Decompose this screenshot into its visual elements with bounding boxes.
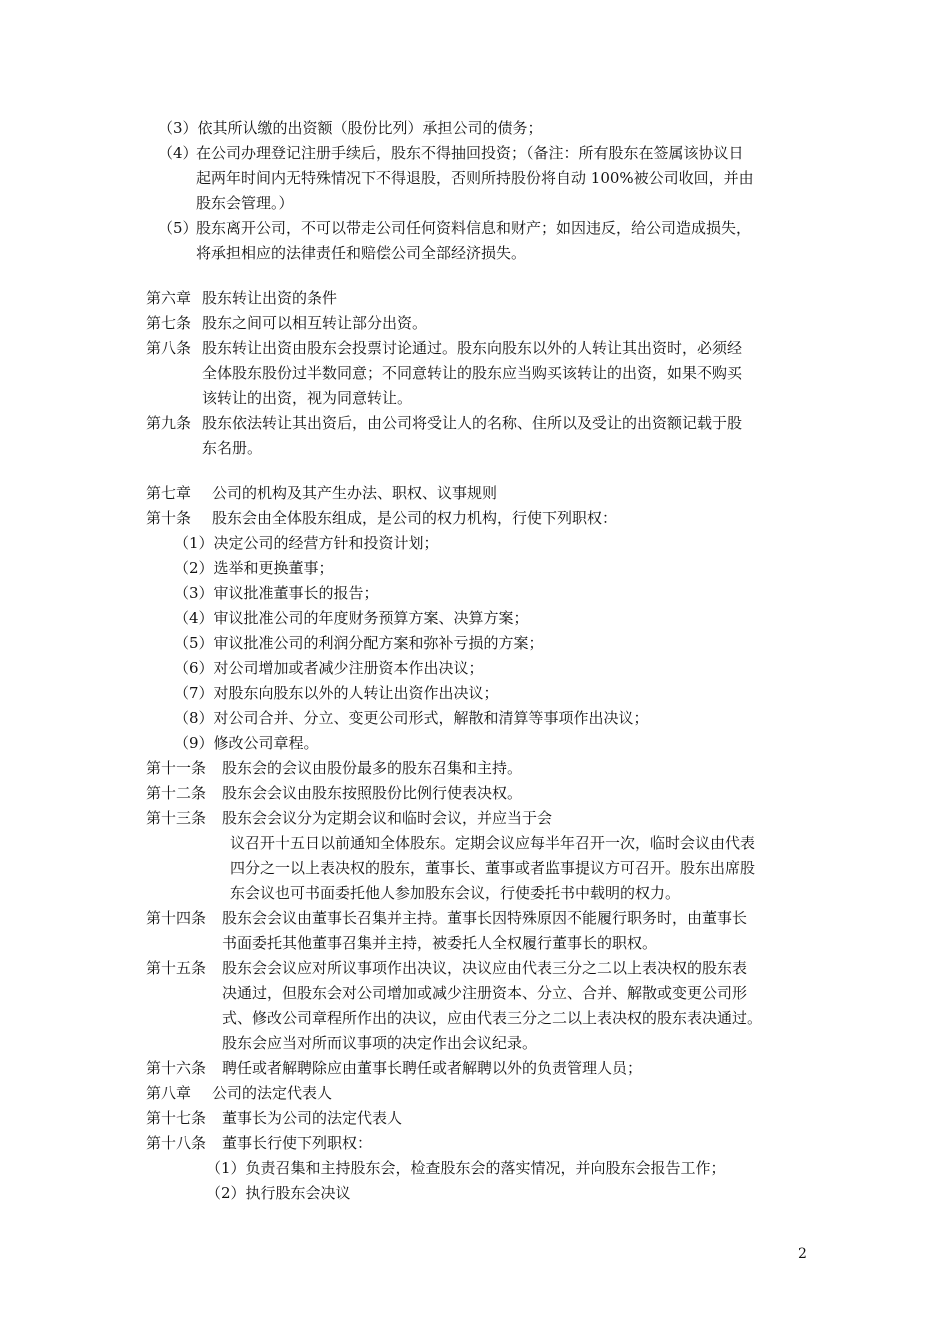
article-line: 股东会会议分为定期会议和临时会议，并应当于会	[222, 809, 553, 827]
list-item: （4）审议批准公司的年度财务预算方案、决算方案；	[174, 609, 529, 627]
item-line: 起两年时间内无特殊情况下不得退股，否则所持股份将自动 100%被公司收回，并由	[196, 169, 754, 187]
article-line: 决通过，但股东会对公司增加或减少注册资本、分立、合并、解散或变更公司形	[222, 984, 748, 1002]
duty-item-5	[146, 216, 810, 266]
list-item: （2）执行股东会决议	[206, 1184, 351, 1202]
article-line: 东名册。	[202, 439, 263, 457]
article-14	[146, 906, 810, 956]
article-label: 第十七条	[146, 1109, 207, 1127]
article-10	[146, 506, 810, 531]
article-line: 股东会会议应对所议事项作出决议，决议应由代表三分之二以上表决权的股东表	[222, 959, 748, 977]
list-item: （2）选举和更换董事；	[174, 559, 334, 577]
chapter-label: 第八章	[146, 1084, 192, 1102]
article-label: 第十一条	[146, 759, 207, 777]
list-item: （9）修改公司章程。	[174, 734, 319, 752]
article-label: 第十五条	[146, 959, 207, 977]
article-text: 股东会会议由股东按照股份比例行使表决权。	[222, 784, 523, 802]
article-text: 聘任或者解聘除应由董事长聘任或者解聘以外的负责管理人员；	[222, 1059, 643, 1077]
article-label: 第十四条	[146, 909, 207, 927]
chapter-heading-8	[146, 1081, 810, 1106]
item-number: （4）	[158, 144, 198, 162]
item-line: 股东离开公司，不可以带走公司任何资料信息和财产；如因违反，给公司造成损失，	[196, 219, 752, 237]
article-label: 第十六条	[146, 1059, 207, 1077]
article-11	[146, 756, 810, 781]
list-item: （6）对公司增加或者减少注册资本作出决议；	[174, 659, 484, 677]
article-7	[146, 311, 810, 336]
list-item: （3）审议批准董事长的报告；	[174, 584, 379, 602]
article-line: 书面委托其他董事召集并主持，被委托人全权履行董事长的职权。	[222, 934, 658, 952]
item-line: 将承担相应的法律责任和赔偿公司全部经济损失。	[196, 244, 527, 262]
article-text: 董事长行使下列职权：	[222, 1134, 373, 1152]
article-label: 第八条	[146, 339, 192, 357]
page-number: 2	[798, 1246, 807, 1262]
chapter-title: 公司的法定代表人	[212, 1084, 333, 1102]
article-line: 东会议也可书面委托他人参加股东会议，行使委托书中载明的权力。	[230, 884, 681, 902]
list-item: （1）决定公司的经营方针和投资计划；	[174, 534, 439, 552]
list-item: （1）负责召集和主持股东会，检查股东会的落实情况，并向股东会报告工作；	[206, 1159, 726, 1177]
article-line: 式、修改公司章程所作出的决议，应由代表三分之二以上表决权的股东表决通过。	[222, 1009, 763, 1027]
chapter-heading-7	[146, 481, 810, 506]
chapter-title: 股东转让出资的条件	[202, 289, 338, 307]
article-text: 董事长为公司的法定代表人	[222, 1109, 403, 1127]
article-line: 议召开十五日以前通知全体股东。定期会议应每半年召开一次，临时会议由代表	[230, 834, 756, 852]
article-text: 股东会的会议由股份最多的股东召集和主持。	[222, 759, 523, 777]
chapter-heading-6	[146, 286, 810, 311]
chapter-label: 第六章	[146, 289, 192, 307]
chapter-label: 第七章	[146, 484, 192, 502]
article-8	[146, 336, 810, 411]
article-label: 第十二条	[146, 784, 207, 802]
item-number: （3）	[158, 119, 198, 137]
article-18	[146, 1131, 810, 1156]
article-line: 股东依法转让其出资后，由公司将受让人的名称、住所以及受让的出资额记载于股	[202, 414, 743, 432]
article-12	[146, 781, 810, 806]
article-label: 第十八条	[146, 1134, 207, 1152]
item-text: 依其所认缴的出资额（股份比列）承担公司的债务；	[197, 119, 543, 137]
article-text: 股东之间可以相互转让部分出资。	[202, 314, 428, 332]
article-9	[146, 411, 810, 461]
article-label: 第七条	[146, 314, 192, 332]
chapter-title: 公司的机构及其产生办法、职权、议事规则	[212, 484, 498, 502]
article-17	[146, 1106, 810, 1131]
article-label: 第九条	[146, 414, 192, 432]
article-text: 股东会由全体股东组成，是公司的权力机构，行使下列职权：	[212, 509, 618, 527]
article-15	[146, 956, 810, 1056]
article-line: 四分之一以上表决权的股东，董事长、董事或者监事提议方可召开。股东出席股	[230, 859, 756, 877]
article-13	[146, 806, 810, 906]
duty-item-4	[146, 141, 810, 216]
article-line: 股东会应当对所而议事项的决定作出会议纪录。	[222, 1034, 538, 1052]
document-body	[146, 116, 810, 1206]
list-item: （7）对股东向股东以外的人转让出资作出决议；	[174, 684, 499, 702]
item-number: （5）	[158, 219, 198, 237]
article-label: 第十三条	[146, 809, 207, 827]
article-line: 全体股东股份过半数同意；不同意转让的股东应当购买该转让的出资，如果不购买	[202, 364, 743, 382]
item-line: 在公司办理登记注册手续后，股东不得抽回投资；（备注：所有股东在签属该协议日	[196, 144, 744, 162]
list-item: （5）审议批准公司的利润分配方案和弥补亏损的方案；	[174, 634, 544, 652]
article-line: 股东会会议由董事长召集并主持。董事长因特殊原因不能履行职务时，由董事长	[222, 909, 748, 927]
article-10-list	[146, 531, 810, 756]
article-label: 第十条	[146, 509, 192, 527]
article-line: 股东转让出资由股东会投票讨论通过。股东向股东以外的人转让其出资时，必须经	[202, 339, 743, 357]
article-18-list	[146, 1156, 810, 1206]
item-line: 股东会管理。）	[196, 194, 294, 212]
article-line: 该转让的出资，视为同意转让。	[202, 389, 413, 407]
article-16	[146, 1056, 810, 1081]
list-item: （8）对公司合并、分立、变更公司形式，解散和清算等事项作出决议；	[174, 709, 649, 727]
duty-item-3	[146, 116, 810, 141]
